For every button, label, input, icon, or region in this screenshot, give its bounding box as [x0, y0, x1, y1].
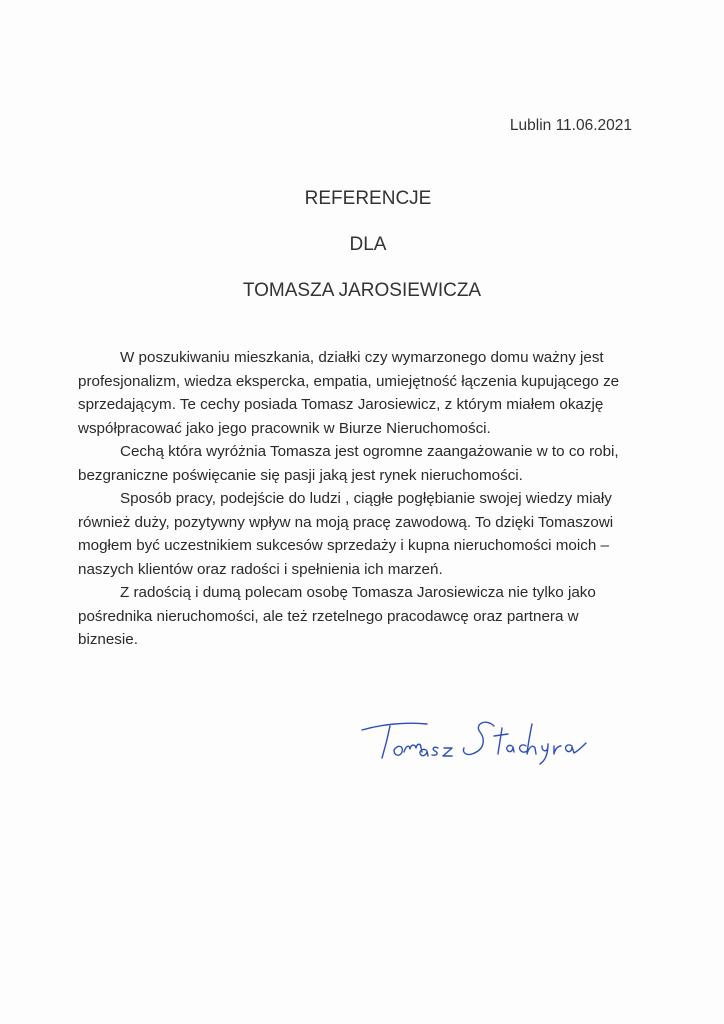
paragraph-1: W poszukiwaniu mieszkania, działki czy wymarzonego domu ważny jest profesjonalizm, wiedza ekspercka, empatia, umiejętność łączenia kupującego ze sprzedającym. Te cechy posiada Tomasz Jarosiewicz, z którym miałem okazję współpracować jako jego pracownik w Biurze Nieruchomości. [78, 349, 620, 437]
place-date: Lublin 11.06.2021 [509, 117, 632, 134]
title-line-2: DLA [349, 234, 387, 255]
paragraph-3: Sposób pracy, podejście do ludzi , ciągłe pogłębianie swojej wiedzy miały również duży, pozytywny wpływ na moją pracę zawodową. To dzięki Tomaszowi mogłem być uczestnikiem sukcesów sprzedaży i kupna nieruchomości moich – naszych klientów oraz radości i spełnienia ich marzeń. [78, 490, 614, 578]
paragraph-4: Z radością i dumą polecam osobę Tomasza Jarosiewicza nie tylko jako pośrednika nieruchomości, ale też rzetelnego pracodawcę oraz partnera w biznesie. [78, 584, 596, 648]
title-line-3: TOMASZA JAROSIEWICZA [242, 280, 482, 301]
handwritten-signature [352, 708, 602, 768]
paragraph-2: Cechą która wyróżnia Tomasza jest ogromne zaangażowanie w to co robi, bezgraniczne poświęcanie się pasji jaką jest rynek nieruchomości. [78, 443, 619, 484]
letter-title [0, 184, 724, 322]
title-line-1: REFERENCJE [304, 188, 432, 209]
letter-body [78, 346, 638, 652]
